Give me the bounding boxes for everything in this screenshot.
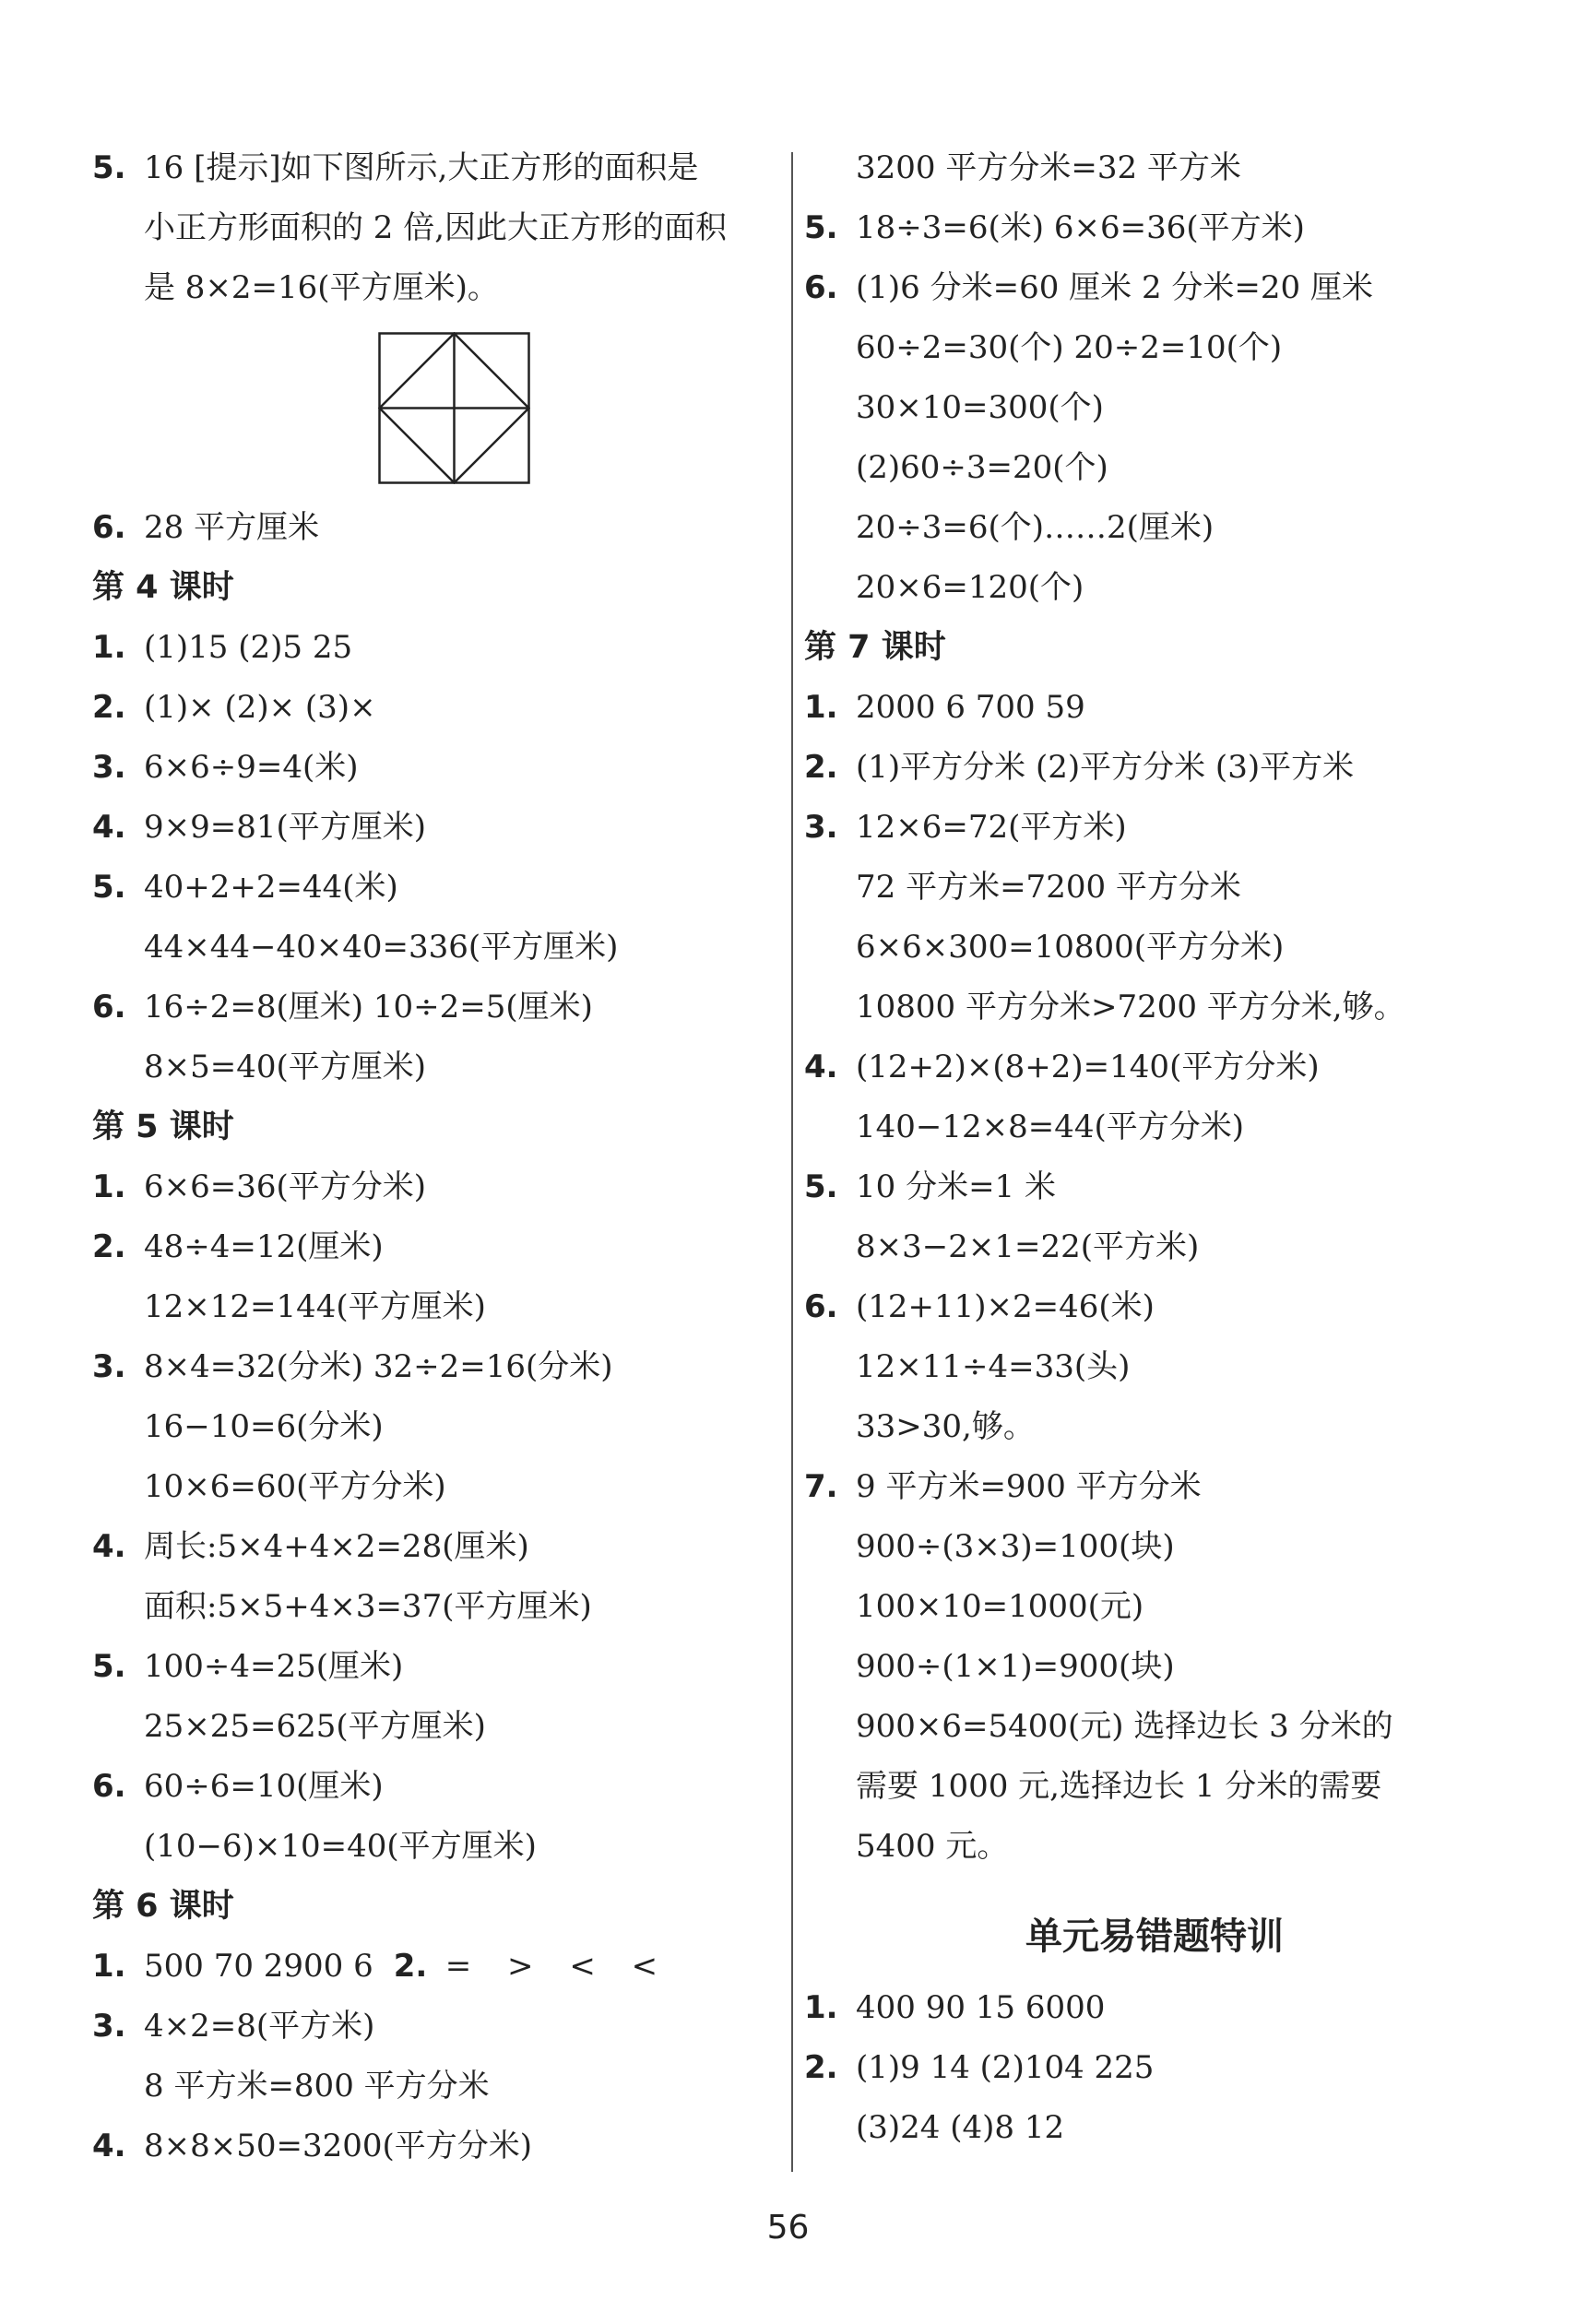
answer-line	[804, 1337, 1505, 1397]
answer-text: 900÷(1×1)=900(块)	[856, 1648, 1175, 1685]
answer-text: 20÷3=6(个)……2(厘米)	[856, 509, 1215, 546]
answer-text: 12×11÷4=33(头)	[856, 1348, 1131, 1385]
answer-line	[804, 2038, 1505, 2098]
answer-text: 6×6=36(平方分米)	[144, 1168, 427, 1205]
answer-line	[92, 1697, 775, 1757]
answer-text: (10−6)×10=40(平方厘米)	[144, 1828, 537, 1865]
left-column	[92, 138, 775, 2176]
question-number: 5.	[92, 1648, 126, 1685]
section-title: 单元易错题特训	[1025, 1915, 1284, 1958]
answer-line	[804, 258, 1505, 318]
question-number: 2.	[804, 749, 838, 786]
question-number: 1.	[92, 629, 126, 666]
answer-text: 是 8×2=16(平方厘米)。	[144, 269, 499, 306]
answer-text: 25×25=625(平方厘米)	[144, 1708, 486, 1745]
answer-line	[804, 1577, 1505, 1637]
answer-text: 12×6=72(平方米)	[856, 809, 1127, 846]
answer-text: 8×3−2×1=22(平方米)	[856, 1228, 1200, 1265]
square-diagram	[378, 332, 530, 484]
question-number: 6.	[92, 989, 126, 1026]
answer-text: 16÷2=8(厘米) 10÷2=5(厘米)	[144, 989, 593, 1026]
answer-text: 40+2+2=44(米)	[144, 869, 398, 906]
answer-line	[804, 678, 1505, 738]
answer-line	[92, 1757, 775, 1817]
answer-text: (12+2)×(8+2)=140(平方分米)	[856, 1049, 1320, 1085]
answer-line	[92, 918, 775, 978]
answer-line	[92, 978, 775, 1038]
answer-text: 8 平方米=800 平方分米	[144, 2068, 490, 2105]
answer-line	[804, 1457, 1505, 1517]
answer-line	[92, 1337, 775, 1397]
answer-text: = > < <	[444, 1948, 671, 1985]
answer-text: 10 分米=1 米	[856, 1168, 1056, 1205]
answer-line	[92, 798, 775, 858]
answer-text: 周长:5×4+4×2=28(厘米)	[144, 1528, 529, 1565]
answer-text: 8×4=32(分米) 32÷2=16(分米)	[144, 1348, 613, 1385]
question-number: 6.	[804, 1288, 838, 1325]
answer-line	[804, 798, 1505, 858]
answer-text: 6×6÷9=4(米)	[144, 749, 359, 786]
lesson-heading: 第 6 课时	[92, 1888, 234, 1925]
answer-line	[92, 1157, 775, 1217]
question-number: 3.	[804, 809, 838, 846]
question-number: 1.	[804, 1989, 838, 2026]
lesson-heading: 第 7 课时	[804, 629, 946, 666]
question-number: 1.	[92, 1948, 126, 1985]
answer-line	[92, 678, 775, 738]
answer-line	[804, 1397, 1505, 1457]
answer-line	[804, 978, 1505, 1038]
answer-text: 72 平方米=7200 平方分米	[856, 869, 1241, 906]
answer-text: 60÷2=30(个) 20÷2=10(个)	[856, 329, 1283, 366]
question-number: 3.	[92, 749, 126, 786]
lesson-heading: 第 5 课时	[92, 1109, 234, 1145]
answer-text: (1)× (2)× (3)×	[144, 689, 376, 726]
answer-line	[804, 1817, 1505, 1877]
answer-text: (1)15 (2)5 25	[144, 629, 353, 666]
question-number: 2.	[393, 1948, 428, 1985]
question-number: 5.	[92, 869, 126, 906]
answer-line	[92, 2057, 775, 2116]
question-number: 6.	[92, 1768, 126, 1805]
question-number: 4.	[92, 1528, 126, 1565]
answer-line	[92, 1217, 775, 1277]
answer-text: (1)9 14 (2)104 225	[856, 2049, 1155, 2086]
question-number: 1.	[804, 689, 838, 726]
question-number: 6.	[92, 509, 126, 546]
answer-text: 9×9=81(平方厘米)	[144, 809, 427, 846]
answer-line	[92, 1997, 775, 2057]
answer-line	[804, 1217, 1505, 1277]
question-number: 2.	[92, 1228, 126, 1265]
answer-line	[804, 1757, 1505, 1817]
answer-text: 16−10=6(分米)	[144, 1408, 384, 1445]
answer-line	[92, 1397, 775, 1457]
square-figure	[92, 318, 775, 498]
answer-line	[804, 1517, 1505, 1577]
answer-line	[804, 1277, 1505, 1337]
answer-list	[804, 1978, 1505, 2158]
answer-line	[92, 1517, 775, 1577]
answer-line	[92, 1277, 775, 1337]
answer-list	[804, 678, 1505, 1877]
answer-text: 3200 平方分米=32 平方米	[856, 149, 1241, 186]
answer-list	[804, 258, 1505, 618]
answer-text: 小正方形面积的 2 倍,因此大正方形的面积	[144, 209, 728, 246]
answer-line	[804, 2098, 1505, 2158]
answer-line	[92, 1577, 775, 1637]
answer-text: 面积:5×5+4×3=37(平方厘米)	[144, 1588, 592, 1625]
answer-text: (2)60÷3=20(个)	[856, 449, 1108, 486]
answer-list	[92, 1157, 775, 1877]
answer-text: 6×6×300=10800(平方分米)	[856, 929, 1285, 966]
answer-line	[92, 618, 775, 678]
answer-line	[804, 138, 1505, 198]
question-number: 6.	[804, 269, 838, 306]
answer-text: 48÷4=12(厘米)	[144, 1228, 384, 1265]
answer-text: 44×44−40×40=336(平方厘米)	[144, 929, 619, 966]
question-number: 1.	[92, 1168, 126, 1205]
question-number: 5.	[804, 1168, 838, 1205]
answer-text: 900×6=5400(元) 选择边长 3 分米的	[856, 1708, 1393, 1745]
answer-line	[92, 738, 775, 798]
lesson-heading: 第 4 课时	[92, 569, 234, 606]
answer-line	[92, 138, 775, 198]
answer-line	[92, 198, 775, 258]
answer-line	[804, 1097, 1505, 1157]
question-number: 4.	[92, 809, 126, 846]
answer-text: 5400 元。	[856, 1828, 1009, 1865]
answer-line	[804, 198, 1505, 258]
answer-text: 30×10=300(个)	[856, 389, 1104, 426]
answer-text: 10×6=60(平方分米)	[144, 1468, 446, 1505]
answer-line	[804, 1157, 1505, 1217]
answer-line	[804, 1697, 1505, 1757]
answer-text: 16 [提示]如下图所示,大正方形的面积是	[144, 149, 699, 186]
question-number: 4.	[804, 1049, 838, 1085]
answer-line	[92, 1038, 775, 1097]
answer-text: 10800 平方分米>7200 平方分米,够。	[856, 989, 1405, 1026]
answer-text: 9 平方米=900 平方分米	[856, 1468, 1202, 1505]
answer-text: 2000 6 700 59	[856, 689, 1085, 726]
answer-line	[804, 558, 1505, 618]
answer-line	[804, 498, 1505, 558]
answer-line	[92, 258, 775, 318]
right-column	[804, 138, 1505, 2158]
answer-list	[92, 1937, 775, 2176]
answer-text: 18÷3=6(米) 6×6=36(平方米)	[856, 209, 1305, 246]
answer-text: 12×12=144(平方厘米)	[144, 1288, 486, 1325]
answer-line	[804, 378, 1505, 438]
question-number: 5.	[804, 209, 838, 246]
answer-text: 33>30,够。	[856, 1408, 1035, 1445]
answer-line	[804, 1978, 1505, 2038]
answer-line	[92, 2116, 775, 2176]
question-number: 5.	[92, 149, 126, 186]
answer-text: 500 70 2900 6	[144, 1948, 373, 1985]
answer-text: 100×10=1000(元)	[856, 1588, 1144, 1625]
answer-text: (3)24 (4)8 12	[856, 2109, 1065, 2146]
answer-text: 8×8×50=3200(平方分米)	[144, 2128, 533, 2164]
answer-text: 4×2=8(平方米)	[144, 2008, 375, 2045]
question-number: 3.	[92, 1348, 126, 1385]
answer-text: (12+11)×2=46(米)	[856, 1288, 1155, 1325]
answer-line	[804, 1637, 1505, 1697]
answer-text: 100÷4=25(厘米)	[144, 1648, 404, 1685]
answer-text: 需要 1000 元,选择边长 1 分米的需要	[856, 1768, 1382, 1805]
answer-line	[92, 858, 775, 918]
column-divider	[791, 152, 793, 2172]
answer-line	[804, 918, 1505, 978]
answer-line	[92, 1937, 775, 1997]
answer-text: 140−12×8=44(平方分米)	[856, 1109, 1245, 1145]
answer-line	[804, 738, 1505, 798]
answer-line	[92, 1457, 775, 1517]
answer-text: 400 90 15 6000	[856, 1989, 1106, 2026]
answer-line	[92, 1817, 775, 1877]
page-number: 56	[766, 2209, 810, 2247]
answer-list	[92, 618, 775, 1097]
question-number: 4.	[92, 2128, 126, 2164]
answer-text: 60÷6=10(厘米)	[144, 1768, 384, 1805]
answer-text: 20×6=120(个)	[856, 569, 1084, 606]
question-number: 7.	[804, 1468, 838, 1505]
question-number: 2.	[804, 2049, 838, 2086]
answer-line	[92, 498, 775, 558]
answer-line	[804, 858, 1505, 918]
answer-line	[804, 438, 1505, 498]
answer-line	[92, 1637, 775, 1697]
answer-text: 900÷(3×3)=100(块)	[856, 1528, 1175, 1565]
answer-text: (1)6 分米=60 厘米 2 分米=20 厘米	[856, 269, 1373, 306]
answer-text: (1)平方分米 (2)平方分米 (3)平方米	[856, 749, 1355, 786]
answer-line	[804, 1038, 1505, 1097]
question-number: 3.	[92, 2008, 126, 2045]
answer-text: 8×5=40(平方厘米)	[144, 1049, 427, 1085]
question-number: 2.	[92, 689, 126, 726]
answer-text: 28 平方厘米	[144, 509, 320, 546]
answer-line	[804, 318, 1505, 378]
